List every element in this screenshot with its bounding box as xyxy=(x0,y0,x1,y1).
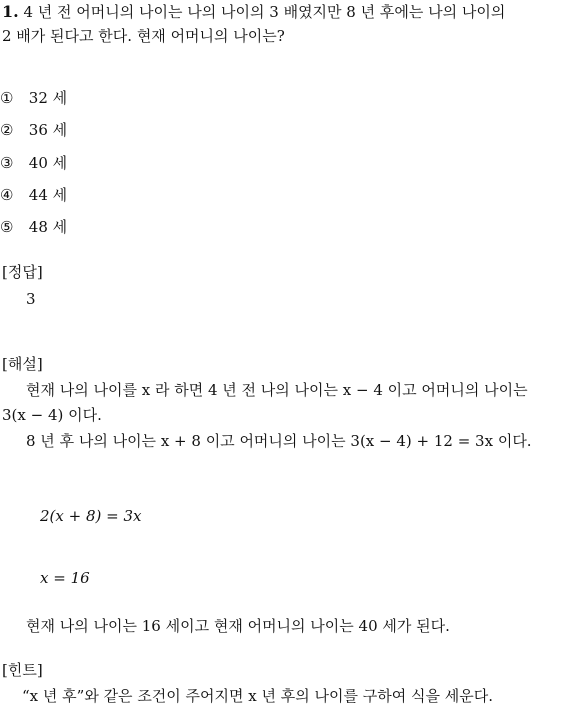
answer-label: [정답] xyxy=(2,263,43,281)
explanation-label: [해설] xyxy=(2,355,43,373)
answer-value: 3 xyxy=(26,290,36,308)
choice-3-text: 40 세 xyxy=(28,154,68,172)
question-line-2: 2 배가 된다고 한다. 현재 어머니의 나이는? xyxy=(2,27,285,45)
choice-1[interactable] xyxy=(0,88,67,108)
question-number: 1. xyxy=(2,2,19,21)
choice-1-mark: ① xyxy=(0,89,14,107)
question-line-1 xyxy=(2,2,505,22)
explanation-line-1: 현재 나의 나이를 x 라 하면 4 년 전 나의 나이는 x − 4 이고 어머니의 나이는 xyxy=(26,381,528,399)
choice-3-mark: ③ xyxy=(0,154,14,172)
choice-1-text: 32 세 xyxy=(28,89,68,107)
choice-4[interactable] xyxy=(0,185,67,205)
choice-5-text: 48 세 xyxy=(28,218,68,236)
choice-5[interactable] xyxy=(0,217,67,237)
question-text-1: 4 년 전 어머니의 나이는 나의 나이의 3 배였지만 8 년 후에는 나의 나이의 xyxy=(23,3,506,21)
explanation-line-3: 8 년 후 나의 나이는 x + 8 이고 어머니의 나이는 3(x − 4) + 12 = 3x 이다. xyxy=(26,432,532,450)
equation-2: x = 16 xyxy=(40,569,90,587)
choice-3[interactable] xyxy=(0,153,67,173)
choice-4-text: 44 세 xyxy=(28,186,68,204)
choice-2-mark: ② xyxy=(0,121,14,139)
choice-2[interactable] xyxy=(0,120,67,140)
hint-label: [힌트] xyxy=(2,661,43,679)
equation-1: 2(x + 8) = 3x xyxy=(40,507,142,525)
explanation-line-2: 3(x − 4) 이다. xyxy=(2,406,102,424)
choice-4-mark: ④ xyxy=(0,186,14,204)
explanation-conclusion: 현재 나의 나이는 16 세이고 현재 어머니의 나이는 40 세가 된다. xyxy=(26,617,450,635)
choice-2-text: 36 세 xyxy=(28,121,68,139)
choice-5-mark: ⑤ xyxy=(0,218,14,236)
hint-text: “x 년 후”와 같은 조건이 주어지면 x 년 후의 나이를 구하여 식을 세운다. xyxy=(22,687,493,705)
